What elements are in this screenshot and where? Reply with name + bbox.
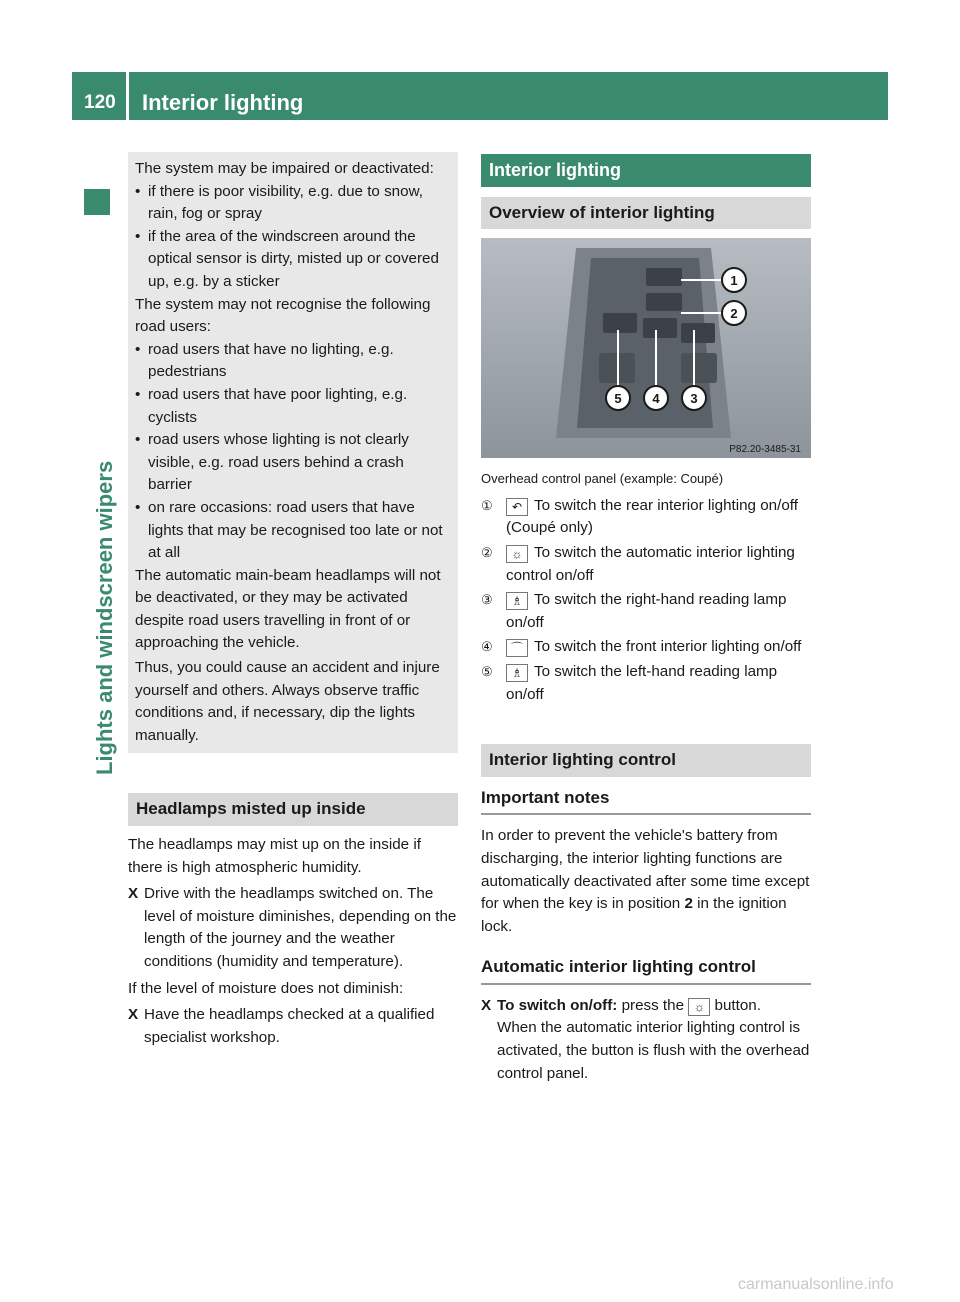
misted-step-text: Have the headlamps checked at a qualified specialist workshop. <box>144 1006 435 1046</box>
warning-bullet: • road users that have no lighting, e.g. pedestrians <box>135 339 451 384</box>
legend-item <box>481 542 811 587</box>
switch-result: When the automatic interior lighting control is activated, the button is flush with the overhead control panel. <box>497 1019 810 1082</box>
x-marker: X <box>128 1006 139 1024</box>
misted-step <box>128 1004 458 1049</box>
legend-number: ② <box>481 544 493 560</box>
overview-heading: Overview of interior lighting <box>481 197 811 230</box>
legend-text: To switch the left-hand reading lamp on/off <box>506 662 778 703</box>
auto-light-icon: ☼ <box>688 998 710 1016</box>
misted-step-text: Drive with the headlamps switched on. The level of moisture diminishes, depending on the length of the journey and the weather conditions (humidity and temperature). <box>144 885 457 970</box>
notes-text: In order to prevent the vehicle's battery from discharging, the interior lighting functions are automatically deactivated after some time except for when the key is in position <box>481 827 810 913</box>
notes-paragraph <box>481 825 811 938</box>
page-number: 120 <box>84 92 116 113</box>
legend-item <box>481 495 811 540</box>
front-light-icon: ⌒ <box>506 639 528 657</box>
legend-item <box>481 589 811 634</box>
section-heading: Interior lighting <box>481 154 811 187</box>
auto-control-heading: Automatic interior lighting control <box>481 956 811 985</box>
page-title: Interior lighting <box>142 90 304 115</box>
warning-road-users: The system may not recognise the following road users: <box>135 295 431 336</box>
warning-bullet: • road users whose lighting is not clearly visible, e.g. road users behind a crash barrier <box>135 429 451 497</box>
misted-step <box>128 883 458 973</box>
legend-text: To switch the front interior lighting on/off <box>534 638 802 656</box>
warning-paragraph: The automatic main-beam headlamps will not be deactivated, or they may be activated despite road users travelling in front of or approaching the vehicle. <box>135 566 441 652</box>
legend-number: ④ <box>481 639 493 655</box>
warning-bullet: • if the area of the windscreen around the optical sensor is dirty, misted up or covered up, e.g. by a sticker <box>135 226 451 294</box>
notes-text: in the ignition lock. <box>481 895 787 935</box>
left-column <box>128 152 458 1049</box>
legend-number: ① <box>481 497 493 513</box>
switch-label: To switch on/off: <box>497 996 618 1014</box>
misted-condition: If the level of moisture does not diminish: <box>128 979 404 997</box>
callout-5-label: 5 <box>614 391 622 407</box>
switch-step <box>481 995 811 1018</box>
photo-caption: Overhead control panel (example: Coupé) <box>481 471 724 487</box>
panel-button <box>603 313 637 333</box>
legend-item <box>481 661 811 706</box>
right-column <box>481 154 811 1085</box>
legend-text: To switch the rear interior lighting on/off (Coupé only) <box>506 496 798 537</box>
chapter-marker <box>84 189 110 215</box>
important-notes-heading: Important notes <box>481 787 811 816</box>
warning-bullet: • if there is poor visibility, e.g. due to snow, rain, fog or spray <box>135 181 451 226</box>
control-heading: Interior lighting control <box>481 744 811 777</box>
panel-button <box>643 318 677 338</box>
callout-3-label: 3 <box>690 391 698 407</box>
callout-1-label: 1 <box>730 273 738 289</box>
warning-bullet: • road users that have poor lighting, e.g. cyclists <box>135 384 451 429</box>
misted-heading: Headlamps misted up inside <box>128 793 458 826</box>
page-header <box>72 72 888 120</box>
callout-4-label: 4 <box>652 391 660 407</box>
legend-item <box>481 636 811 659</box>
x-marker: X <box>481 996 492 1014</box>
panel-button <box>646 268 682 286</box>
legend-number: ③ <box>481 592 493 608</box>
warning-bullet: • on rare occasions: road users that have lights that may be recognised too late or not at all <box>135 497 451 565</box>
legend-number: ⑤ <box>481 663 493 679</box>
callout-2-label: 2 <box>730 306 738 322</box>
x-marker: X <box>128 885 139 903</box>
warning-box <box>128 152 458 753</box>
rear-light-icon: ↶ <box>506 498 528 516</box>
switch-text: press the <box>617 996 689 1014</box>
legend-text: To switch the right-hand reading lamp on/off <box>506 591 787 631</box>
warning-intro: The system may be impaired or deactivated: <box>135 160 434 177</box>
reading-lamp-icon: ♗ <box>506 592 528 610</box>
chapter-tab <box>72 130 120 1230</box>
key-position: 2 <box>684 895 693 913</box>
legend-text: To switch the automatic interior lighting control on/off <box>506 543 795 584</box>
header-divider <box>126 72 129 120</box>
panel-button <box>646 293 682 311</box>
auto-light-icon: ☼ <box>506 545 528 563</box>
switch-text: button. <box>710 996 761 1014</box>
panel-button <box>681 323 715 343</box>
legend-list <box>481 495 811 706</box>
watermark: carmanualsonline.info <box>738 1276 894 1293</box>
misted-intro: The headlamps may mist up on the inside if there is high atmospheric humidity. <box>128 836 421 876</box>
reading-lamp-icon: ♗ <box>506 664 528 682</box>
overhead-panel-photo <box>481 238 811 458</box>
photo-code: P82.20-3485-31 <box>729 444 801 456</box>
warning-paragraph: Thus, you could cause an accident and injure yourself and others. Always observe traffic conditions and, if necessary, dip the lights manually. <box>135 659 440 744</box>
overhead-panel-illustration <box>481 238 811 458</box>
chapter-label: Lights and windscreen wipers <box>92 460 117 775</box>
